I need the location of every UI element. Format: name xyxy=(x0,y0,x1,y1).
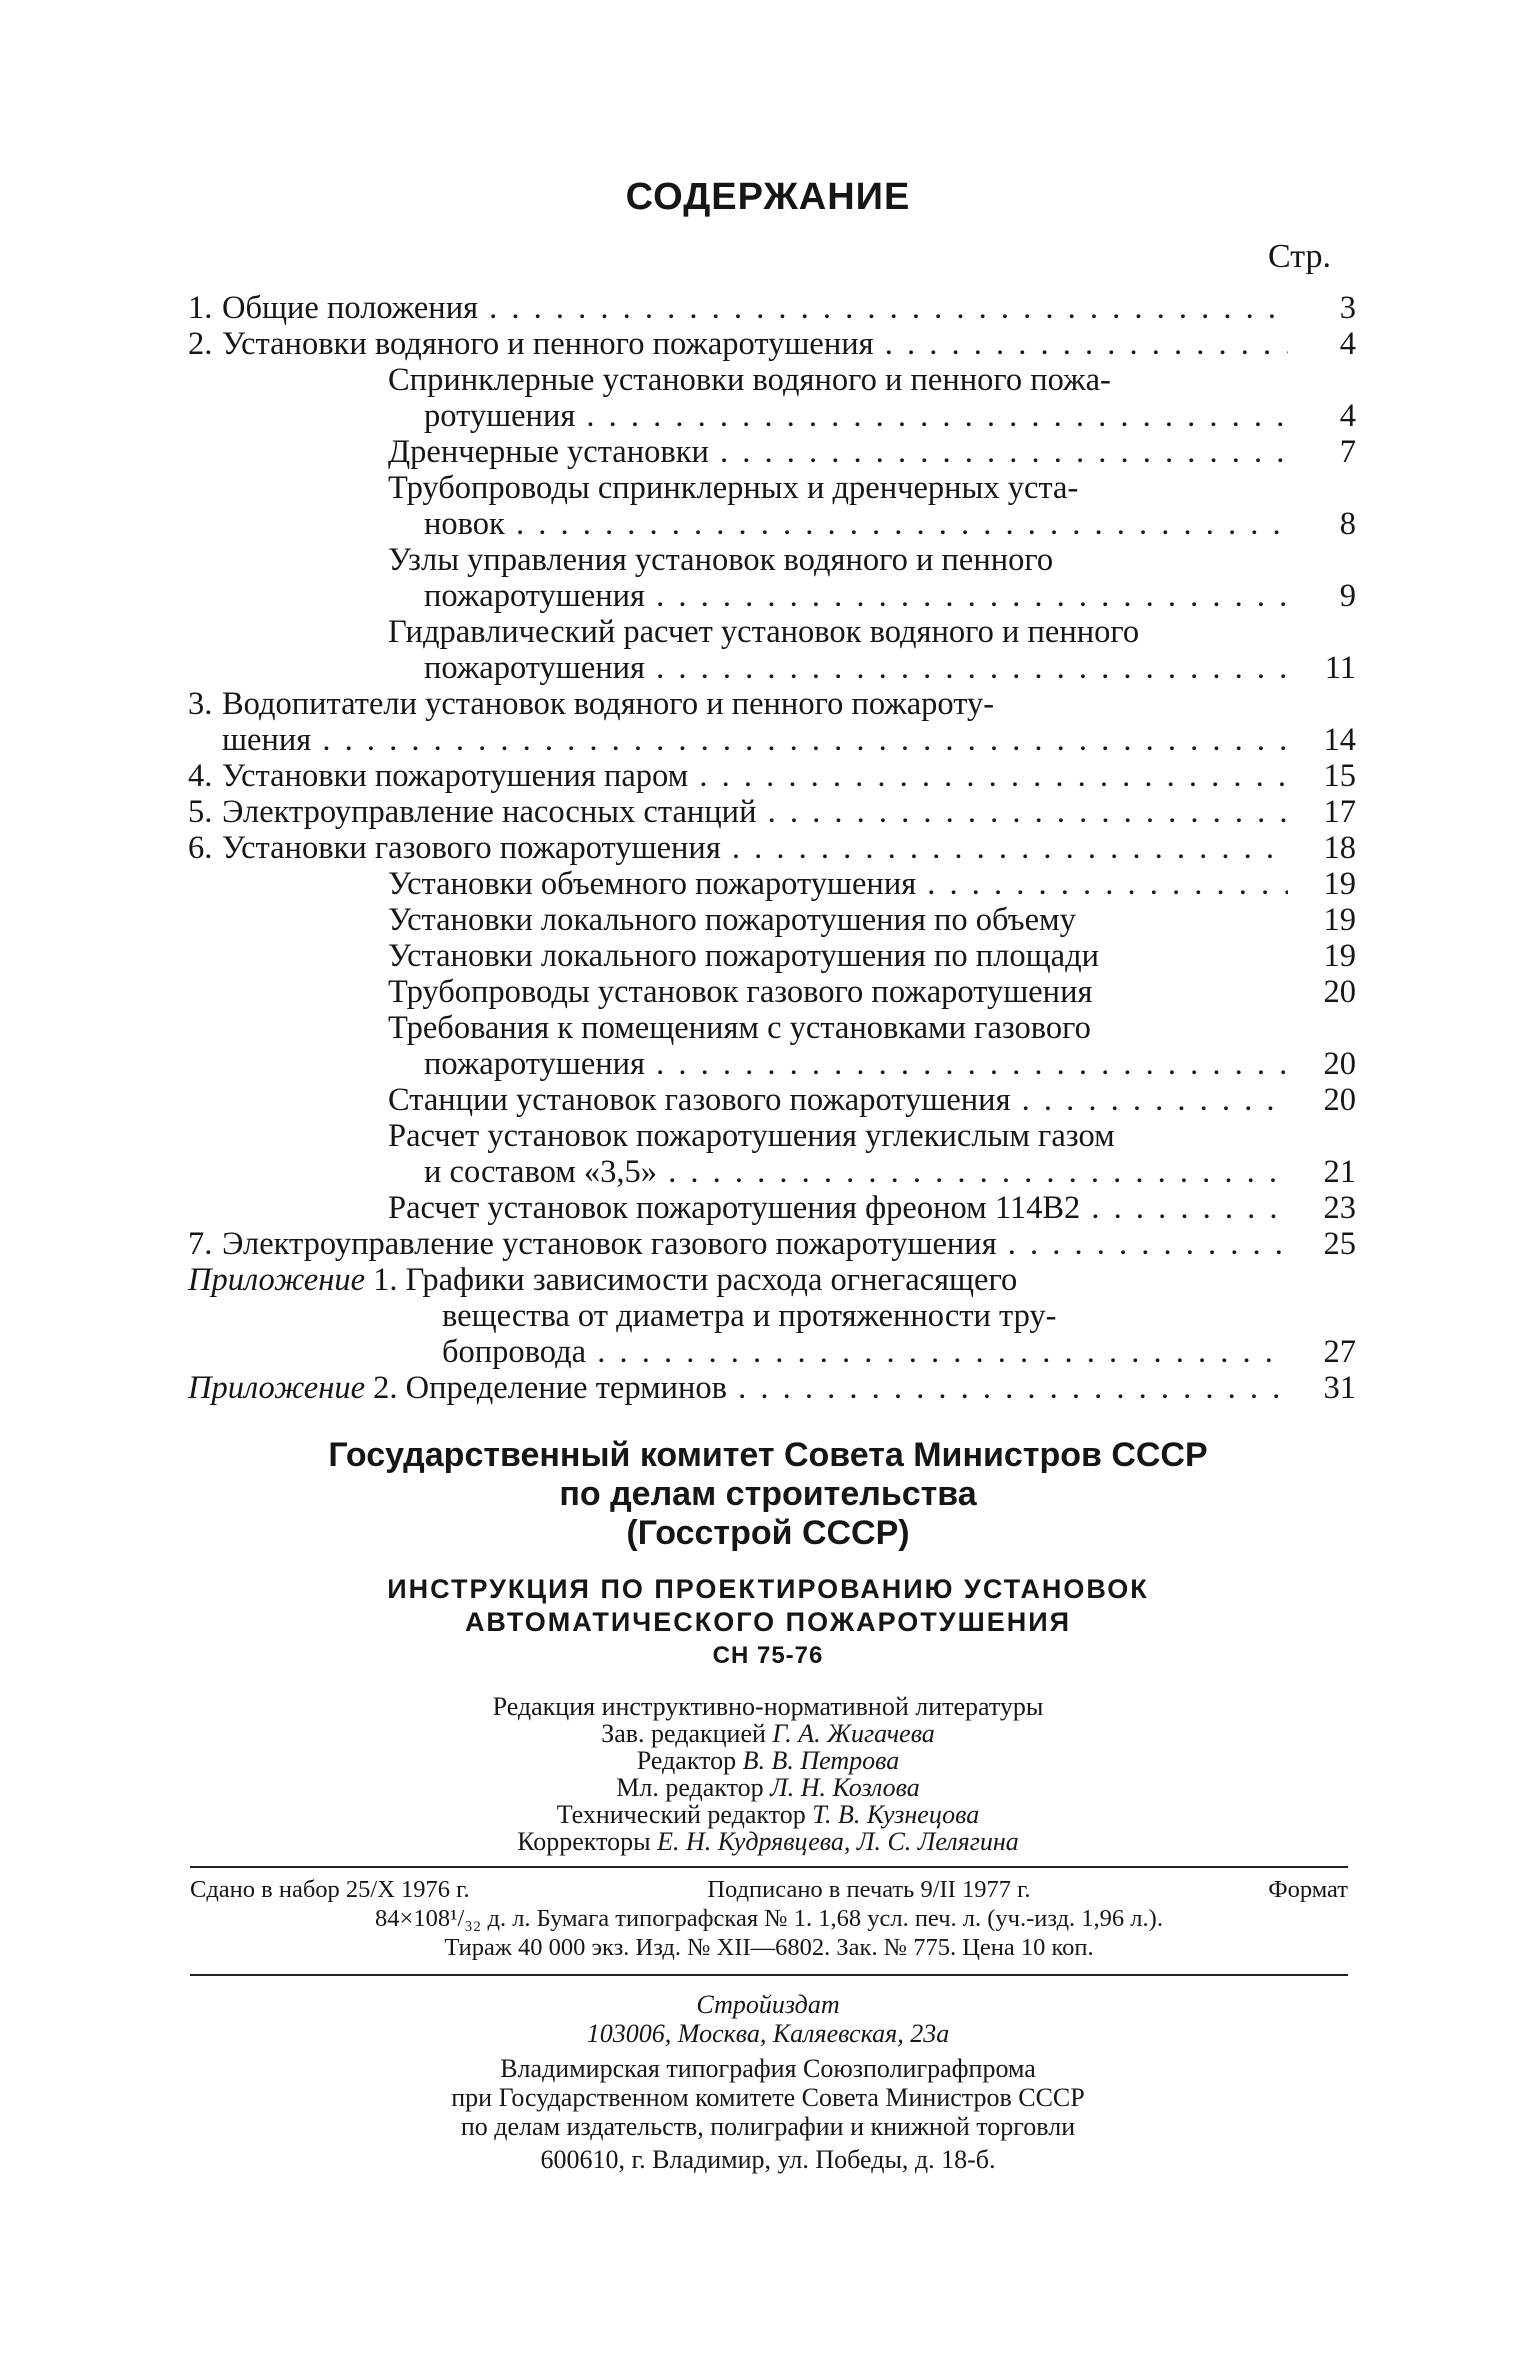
toc-entry-continuation: пожаротушения . . . 9 xyxy=(188,578,1356,614)
toc-title: СОДЕРЖАНИЕ xyxy=(625,176,911,218)
toc-entry: 1. Общие положения . . . 3 xyxy=(188,290,1356,326)
toc-entry-continuation: шения . . . 14 xyxy=(188,722,1356,758)
toc-entry: Расчет установок пожаротушения углекислым газом xyxy=(388,1118,1115,1154)
toc-entry-continuation: новок . . . 8 xyxy=(188,506,1356,542)
toc-entry: 5. Электроуправление насосных станций . . . 17 xyxy=(188,794,1356,830)
toc-entry: Спринклерные установки водяного и пенного пожа- xyxy=(388,362,1111,398)
toc-entry-continuation: бопровода . . . 27 xyxy=(188,1334,1356,1370)
toc-entry: 6. Установки газового пожаротушения . . . 18 xyxy=(188,830,1356,866)
toc-entry-continuation: и составом «3,5» . . . 21 xyxy=(188,1154,1356,1190)
toc-entry-continuation: пожаротушения . . . 20 xyxy=(188,1046,1356,1082)
toc-entry: Установки локального пожаротушения по площади 19 xyxy=(388,938,1356,974)
toc-entry: 4. Установки пожаротушения паром . . . 15 xyxy=(188,758,1356,794)
divider xyxy=(190,1866,1348,1868)
divider xyxy=(190,1974,1348,1976)
imprint-block: Сдано в набор 25/X 1976 г. Подписано в печать 9/II 1977 г. Формат 84×108¹/₃₂ д. л. Бумага типографская № 1. 1,68 усл. печ. л. (уч.-изд. 1,96 л.). Тираж 40 000 экз. Изд. № XII—6802. Зак. № 775. Цена 10 коп. xyxy=(190,1876,1348,1961)
toc-entry: Трубопроводы спринклерных и дренчерных уста- xyxy=(388,470,1079,506)
toc-entry: 2. Установки водяного и пенного пожаротушения . . . 4 xyxy=(188,326,1356,362)
toc-entry: Станции установок газового пожаротушения . . . 20 xyxy=(188,1082,1356,1118)
page-column-label: Стр. xyxy=(1268,238,1332,275)
publisher-block: Стройиздат 103006, Москва, Каляевская, 23а Владимирская типография Союзполиграфпрома при Государственном комитете Совета Министров СССР по делам издательств, полиграфии и книжной торговли 600610, г. Владимир, ул. Победы, д. 18-б. xyxy=(451,1990,1085,2174)
table-of-contents xyxy=(188,290,1356,1406)
toc-entry: Расчет установок пожаротушения фреоном 114В2 . . . 23 xyxy=(188,1190,1356,1226)
toc-entry: Гидравлический расчет установок водяного и пенного xyxy=(388,614,1140,650)
toc-entry: 7. Электроуправление установок газового пожаротушения . . . 25 xyxy=(188,1226,1356,1262)
standard-code: СН 75-76 xyxy=(712,1642,824,1669)
toc-entry-continuation: пожаротушения . . . 11 xyxy=(188,650,1356,686)
toc-entry-continuation: ротушения . . . 4 xyxy=(188,398,1356,434)
editorial-credits: Редакция инструктивно-нормативной литературы Зав. редакцией Г. А. Жигачева Редактор В. В. Петрова Мл. редактор Л. Н. Козлова Технический редактор Т. В. Кузнецова Корректоры Е. Н. Кудрявцева, Л. С. Лелягина xyxy=(492,1692,1044,1856)
toc-entry: Приложение 1. Графики зависимости расхода огнегасящего xyxy=(188,1262,1018,1298)
toc-entry: Приложение 2. Определение терминов . . . 31 xyxy=(188,1370,1356,1406)
toc-entry: 3. Водопитатели установок водяного и пенного пожароту- xyxy=(188,686,995,722)
toc-entry: Трубопроводы установок газового пожаротушения 20 xyxy=(388,974,1356,1010)
toc-entry: Установки локального пожаротушения по объему 19 xyxy=(388,902,1356,938)
organization-heading: Государственный комитет Совета Министров СССР по делам строительства (Госстрой СССР) xyxy=(328,1436,1208,1552)
toc-entry: Дренчерные установки . . . 7 xyxy=(188,434,1356,470)
toc-entry: Узлы управления установок водяного и пенного xyxy=(388,542,1054,578)
toc-entry: Установки объемного пожаротушения . . . 19 xyxy=(188,866,1356,902)
toc-entry-continuation: вещества от диаметра и протяженности тру- xyxy=(442,1298,1057,1334)
instruction-title: ИНСТРУКЦИЯ ПО ПРОЕКТИРОВАНИЮ УСТАНОВОК АВТОМАТИЧЕСКОГО ПОЖАРОТУШЕНИЯ СН 75-76 xyxy=(0,1573,1536,1672)
toc-entry: Требования к помещениям с установками газового xyxy=(388,1010,1091,1046)
